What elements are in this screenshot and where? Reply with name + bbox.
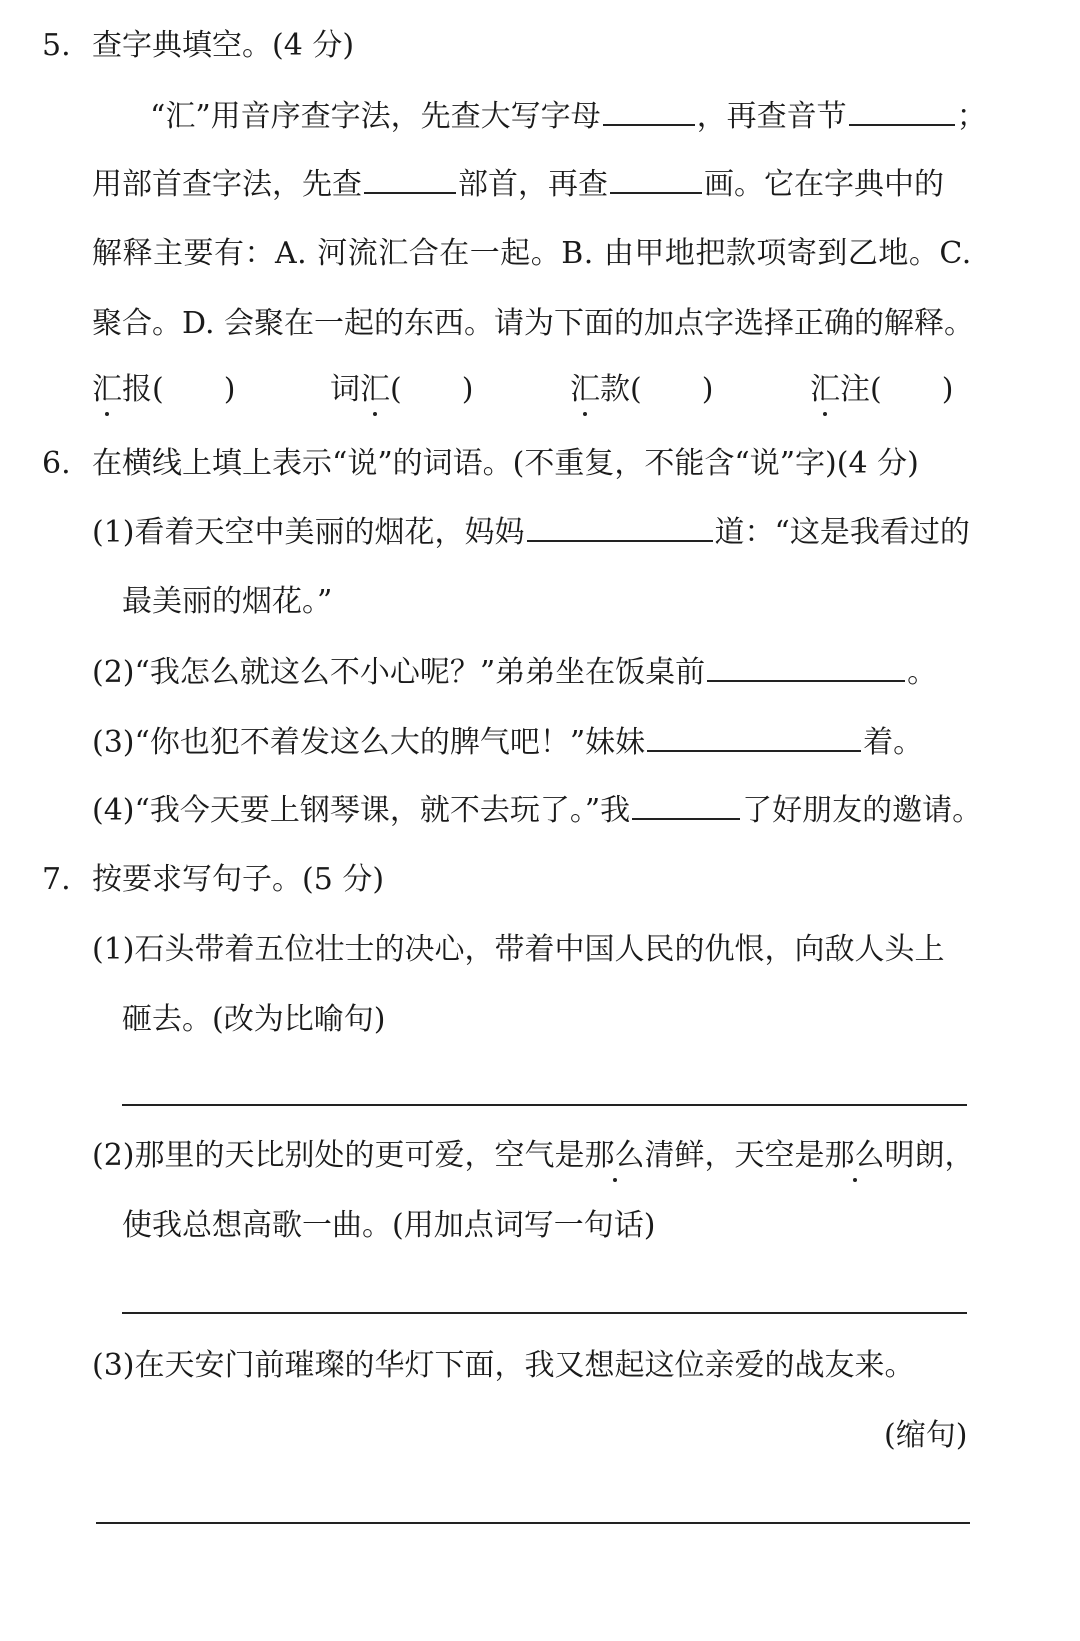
q5-item-4-dotted-char: 汇 [810, 370, 840, 410]
q6-s2-text-a: (2)“我怎么就这么不小心呢？”弟弟坐在饭桌前 [92, 655, 706, 690]
q6-s3-text-a: (3)“你也犯不着发这么大的脾气吧！”妹妹 [92, 725, 646, 760]
q5-line2-text-c: 画。它在字典中的 [704, 167, 944, 202]
q6-blank-2[interactable] [707, 652, 905, 682]
q7-s2-dotted-word-2: 那么 [825, 1136, 885, 1176]
q5-line1-text-a: “汇”用音序查字法，先查大写字母 [150, 99, 601, 134]
q5-item-2 [330, 370, 473, 410]
q5-item-4-post: 注 [840, 372, 870, 407]
q7-s1-line2: 砸去。(改为比喻句) [122, 1002, 386, 1037]
q5-line4: 聚合。D. 会聚在一起的东西。请为下面的加点字选择正确的解释。 [92, 306, 975, 341]
q6-s4-text-a: (4)“我今天要上钢琴课，就不去玩了。”我 [92, 793, 631, 828]
q7-answer-line-2[interactable] [122, 1312, 967, 1314]
q6-title: 在横线上填上表示“说”的词语。(不重复，不能含“说”字)(4 分) [92, 446, 919, 481]
q5-item-3-answer[interactable]: ( ) [630, 372, 714, 407]
q5-item-1-answer[interactable]: ( ) [152, 372, 236, 407]
q5-item-2-answer[interactable]: ( ) [390, 372, 474, 407]
q7-s2-text-a2: 清鲜，天空是 [644, 1138, 825, 1173]
q6-number: 6. [42, 446, 71, 481]
q6-s4-text-b: 了好朋友的邀请。 [742, 793, 983, 828]
q7-s3-line1: (3)在天安门前璀璨的华灯下面，我又想起这位亲爱的战友来。 [92, 1348, 915, 1383]
q5-item-3-dotted-char: 汇 [570, 370, 600, 410]
q5-title: 查字典填空。(4 分) [92, 28, 355, 63]
q7-number: 7. [42, 862, 71, 897]
q5-blank-radical[interactable] [364, 164, 456, 194]
q6-s1-text-a: (1)看着天空中美丽的烟花，妈妈 [92, 515, 525, 550]
q5-line3: 解释主要有：A. 河流汇合在一起。B. 由甲地把款项寄到乙地。C. [92, 236, 972, 271]
q6-s1-text-b: 道：“这是我看过的 [714, 515, 970, 550]
q5-item-1 [92, 370, 235, 410]
q5-item-3 [570, 370, 713, 410]
q5-line1 [150, 96, 987, 137]
q5-item-2-pre: 词 [330, 372, 360, 407]
q5-blank-letter[interactable] [603, 96, 695, 126]
q6-blank-4[interactable] [632, 790, 740, 820]
q5-item-4 [810, 370, 953, 410]
q5-line1-text-c: ； [956, 99, 987, 134]
q7-s2-text-a1: (2)那里的天比别处的更可爱，空气是 [92, 1138, 585, 1173]
q5-blank-strokes[interactable] [610, 164, 702, 194]
q7-s2-line1 [92, 1136, 975, 1176]
q6-heading [42, 444, 919, 484]
q7-answer-line-3[interactable] [96, 1522, 970, 1524]
q6-s1-line1 [92, 512, 970, 553]
q6-blank-3[interactable] [647, 722, 861, 752]
q7-answer-line-1[interactable] [122, 1104, 967, 1106]
q6-s2-text-b: 。 [907, 655, 938, 690]
q5-item-2-dotted-char: 汇 [360, 370, 390, 410]
q6-s1-line2: 最美丽的烟花。” [122, 584, 333, 619]
q7-s2-line2: 使我总想高歌一曲。(用加点词写一句话) [122, 1208, 656, 1243]
q5-item-4-answer[interactable]: ( ) [870, 372, 954, 407]
q7-s1-line1: (1)石头带着五位壮士的决心，带着中国人民的仇恨，向敌人头上 [92, 932, 945, 967]
q5-number: 5. [42, 28, 71, 63]
q6-s2 [92, 652, 937, 693]
q6-s3 [92, 722, 923, 763]
q7-s2-text-a3: 明朗， [884, 1138, 975, 1173]
q5-item-1-post: 报 [122, 372, 152, 407]
q5-heading [42, 26, 354, 66]
q7-s2-dotted-word-1: 那么 [585, 1136, 645, 1176]
q5-line2-text-a: 用部首查字法，先查 [92, 167, 362, 202]
q5-line2 [92, 164, 944, 205]
q5-item-1-dotted-char: 汇 [92, 370, 122, 410]
q7-title: 按要求写句子。(5 分) [92, 862, 385, 897]
q7-heading [42, 860, 384, 900]
q6-blank-1[interactable] [527, 512, 713, 542]
q6-s4 [92, 790, 982, 831]
q5-blank-syllable[interactable] [849, 96, 955, 126]
q5-line1-text-b: ，再查音节 [696, 99, 847, 134]
q6-s3-text-b: 着。 [863, 725, 924, 760]
q5-line2-text-b: 部首，再查 [458, 167, 608, 202]
q7-s3-instruction: (缩句) [884, 1418, 968, 1453]
q5-item-3-post: 款 [600, 372, 630, 407]
